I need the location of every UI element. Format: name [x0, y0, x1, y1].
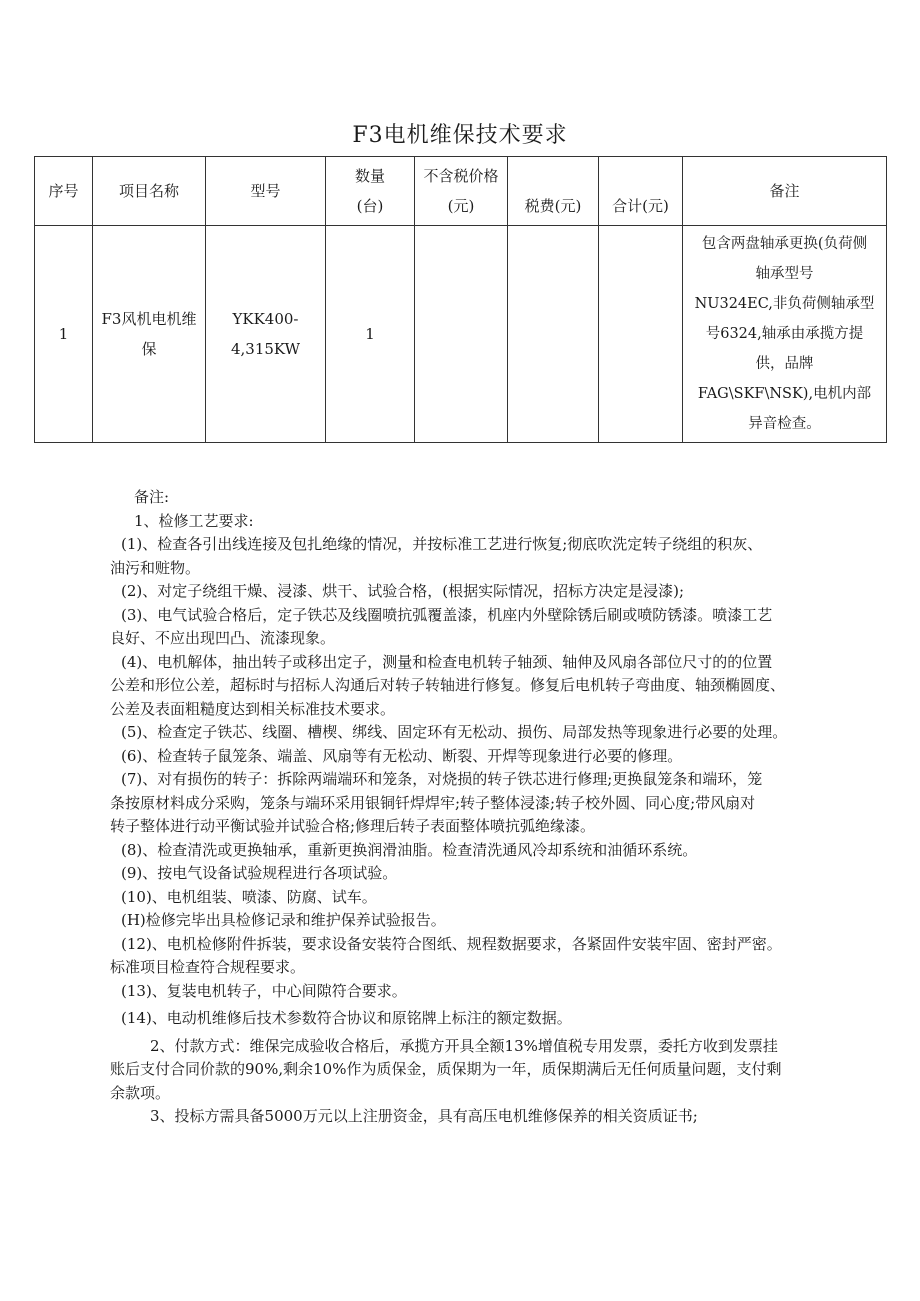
cell-model-line1: YKK400- — [232, 310, 299, 328]
note-item: (13)、复装电机转子，中心间隙符合要求。 — [121, 981, 407, 1000]
header-name: 项目名称 — [93, 157, 206, 226]
remark-line: 包含两盘轴承更换(负荷侧 — [701, 236, 868, 252]
note-item: (2)、对定子绕组干燥、浸漆、烘干、试验合格，(根据实际情况，招标方决定是浸漆); — [121, 582, 685, 600]
payment-terms-continuation: 余款项。 — [110, 1083, 171, 1102]
spec-table — [34, 156, 887, 443]
note-item: (14)、电动机维修后技术参数符合协议和原铭牌上标注的额定数据。 — [121, 1009, 572, 1027]
note-item: (12)、电机检修附件拆装，要求设备安装符合图纸、规程数据要求，各紧固件安装牢固、密封严密。 — [121, 934, 782, 953]
note-item-continuation: 条按原材料成分采购，笼条与端环采用银铜钎焊焊牢;转子整体浸漆;转子校外圆、同心度;带风扇对 — [110, 793, 756, 812]
header-total: 合计(元) — [599, 157, 683, 226]
remark-line: 号6324,轴承由承揽方提 — [705, 326, 864, 342]
notes-section — [110, 486, 894, 1129]
note-item-continuation: 标准项目检查符合规程要求。 — [110, 958, 306, 976]
cell-qty: 1 — [326, 226, 415, 443]
header-seq: 序号 — [35, 157, 93, 226]
cell-total — [599, 226, 683, 443]
remark-line: FAG\SKF\NSK),电机内部 — [697, 386, 872, 402]
header-qty — [326, 157, 415, 226]
payment-terms: 2、付款方式：维保完成验收合格后，承揽方开具全额13%增值税专用发票，委托方收到发票挂 — [150, 1036, 778, 1055]
cell-model — [206, 226, 326, 443]
header-price — [415, 157, 508, 226]
note-item: (1)、检查各引出线连接及包扎绝缘的情况，并按标准工艺进行恢复;彻底吹洗定转子绕组的积灰、 — [121, 535, 763, 553]
note-item: (6)、检查转子鼠笼条、端盖、风扇等有无松动、断裂、开焊等现象进行必要的修理。 — [121, 746, 683, 765]
header-model: 型号 — [206, 157, 326, 226]
note-item-continuation: 公差和形位公差，超标时与招标人沟通后对转子转轴进行修复。修复后电机转子弯曲度、轴颈椭圆度、 — [110, 676, 786, 694]
header-tax: 税费(元) — [508, 157, 599, 226]
note-item-continuation: 公差及表面粗糙度达到相关标准技术要求。 — [110, 699, 396, 718]
note-item-continuation: 油污和赃物。 — [110, 558, 201, 577]
header-price-line2: (元) — [447, 197, 475, 215]
table-header-row — [35, 157, 887, 226]
payment-terms-continuation: 账后支付合同价款的90%,剩余10%作为质保金，质保期为一年，质保期满后无任何质量问题，支付剩 — [110, 1060, 782, 1078]
cell-price — [415, 226, 508, 443]
remark-line: 供，品牌 — [755, 356, 814, 372]
cell-name-line2: 保 — [141, 340, 157, 358]
remark-line: 轴承型号 — [755, 266, 814, 282]
note-item: (3)、电气试验合格后，定子铁芯及线圈喷抗弧覆盖漆，机座内外壁除锈后刷或喷防锈漆。喷漆工艺 — [121, 605, 773, 624]
header-price-line1: 不含税价格 — [423, 167, 499, 185]
notes-label: 备注: — [134, 488, 170, 506]
header-qty-line1: 数量 — [354, 167, 385, 185]
note-item: (H)检修完毕出具检修记录和维护保养试验报告。 — [121, 911, 446, 929]
note-item: (9)、按电气设备试验规程进行各项试验。 — [121, 864, 398, 882]
cell-name-line1: F3风机电机维 — [101, 310, 197, 328]
qualification-requirement: 3、投标方需具备5000万元以上注册资金，具有高压电机维修保养的相关资质证书; — [150, 1107, 698, 1125]
note-item: (4)、电机解体，抽出转子或移出定子，测量和检查电机转子轴颈、轴伸及风扇各部位尺寸的的位置 — [121, 652, 773, 671]
header-qty-line2: (台) — [356, 197, 384, 215]
note-item: (5)、检查定子铁芯、线圈、槽楔、绑线、固定环有无松动、损伤、局部发热等现象进行必要的处理。 — [121, 723, 788, 741]
note-item: (8)、检查清洗或更换轴承，重新更换润滑油脂。检查清洗通风冷却系统和油循环系统。 — [121, 840, 698, 859]
cell-model-line2: 4,315KW — [230, 340, 301, 358]
note-item: (10)、电机组装、喷漆、防腐、试车。 — [121, 887, 377, 906]
note-item: (7)、对有损伤的转子：拆除两端端环和笼条，对烧损的转子铁芯进行修理;更换鼠笼条和端环，笼 — [121, 770, 763, 788]
remark-line: 异音检查。 — [748, 416, 821, 432]
cell-seq: 1 — [35, 226, 93, 443]
table-row — [35, 226, 887, 443]
page-title: F3电机维保技术要求 — [352, 123, 568, 148]
note-item-continuation: 转子整体进行动平衡试验并试验合格;修理后转子表面整体喷抗弧绝缘漆。 — [110, 817, 596, 835]
notes-section-1-title: 1、检修工艺要求: — [134, 511, 254, 530]
cell-remark — [683, 226, 887, 443]
cell-tax — [508, 226, 599, 443]
remark-line: NU324EC,非负荷侧轴承型 — [694, 296, 875, 312]
cell-name — [93, 226, 206, 443]
header-remark: 备注 — [683, 157, 887, 226]
note-item-continuation: 良好、不应出现凹凸、流漆现象。 — [110, 629, 336, 647]
